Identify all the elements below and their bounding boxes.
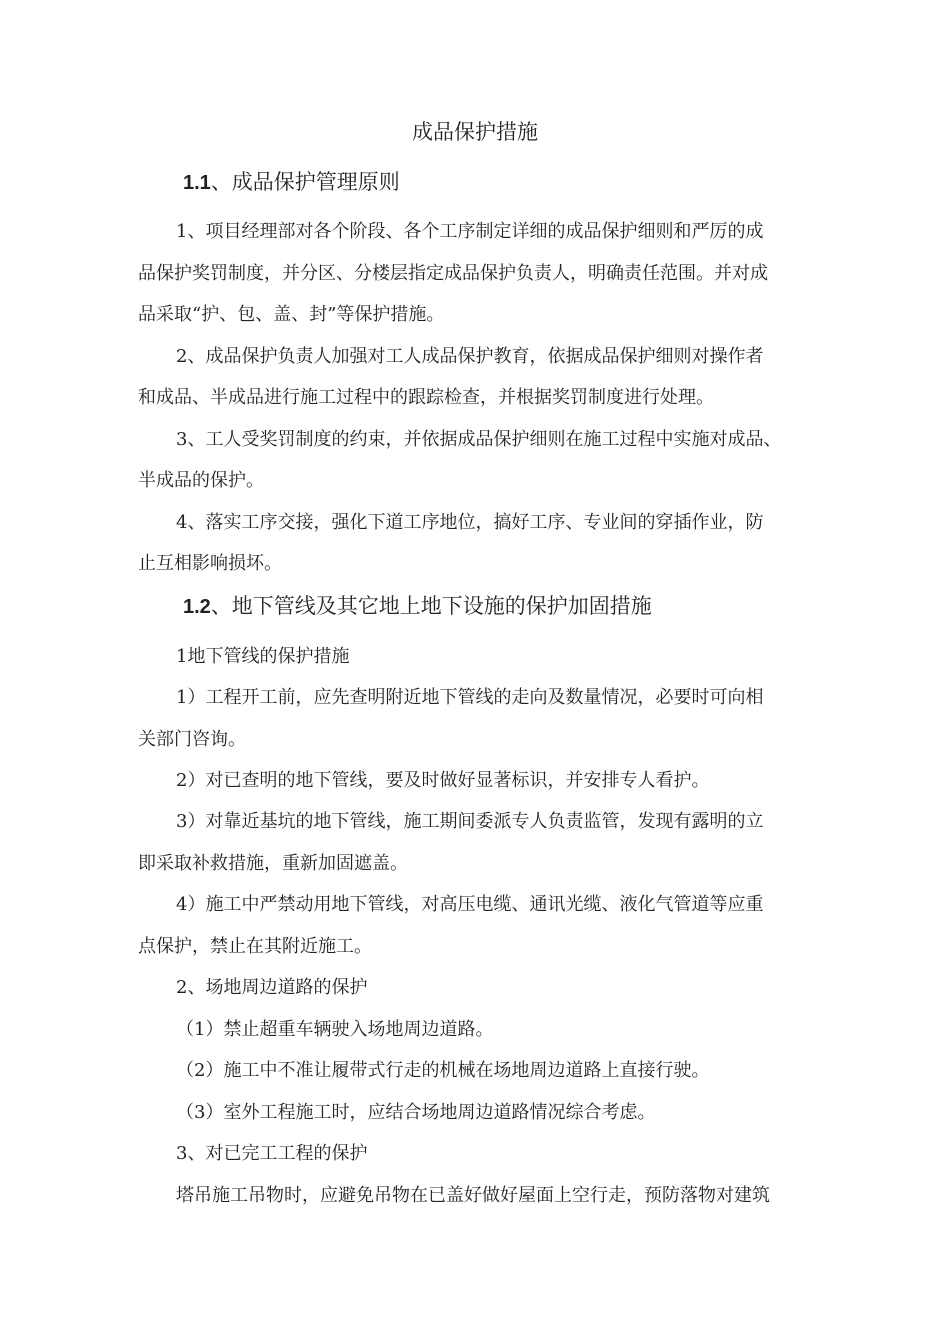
paragraph-line: 即采取补救措施，重新加固遮盖。 [138, 853, 408, 874]
section-number: 1.1 [183, 172, 211, 194]
section-number: 1.2 [183, 596, 211, 618]
section-heading-text: 、地下管线及其它地上地下设施的保护加固措施 [210, 594, 652, 618]
paragraph-line: 关部门咨询。 [138, 729, 246, 750]
paragraph-line: （1）禁止超重车辆驶入场地周边道路。 [176, 1019, 494, 1040]
paragraph-line: （3）室外工程施工时，应结合场地周边道路情况综合考虑。 [176, 1102, 656, 1123]
paragraph-line: 3）对靠近基坑的地下管线，施工期间委派专人负责监管，发现有露明的立 [176, 811, 764, 832]
paragraph-line: 半成品的保护。 [138, 470, 264, 491]
document-title: 成品保护措施 [412, 120, 538, 144]
section-heading-1-1 [183, 167, 400, 198]
paragraph-line: 1地下管线的保护措施 [176, 646, 350, 667]
paragraph-line: 3、工人受奖罚制度的约束，并依据成品保护细则在施工过程中实施对成品、 [176, 429, 782, 450]
section-heading-1-2 [183, 591, 652, 622]
paragraph-line: 1）工程开工前，应先查明附近地下管线的走向及数量情况，必要时可向相 [176, 687, 764, 708]
paragraph-line: 品采取“护、包、盖、封”等保护措施。 [138, 304, 445, 325]
paragraph-line: 点保护，禁止在其附近施工。 [138, 936, 372, 957]
paragraph-line: 4）施工中严禁动用地下管线，对高压电缆、通讯光缆、液化气管道等应重 [176, 894, 764, 915]
paragraph-line: 2）对已查明的地下管线，要及时做好显著标识，并安排专人看护。 [176, 770, 710, 791]
paragraph-line: 品保护奖罚制度，并分区、分楼层指定成品保护负责人，明确责任范围。并对成 [138, 263, 768, 284]
section-heading-text: 、成品保护管理原则 [210, 170, 400, 194]
paragraph-line: 2、成品保护负责人加强对工人成品保护教育，依据成品保护细则对操作者 [176, 346, 764, 367]
paragraph-line: 塔吊施工吊物时，应避免吊物在已盖好做好屋面上空行走，预防落物对建筑 [176, 1185, 770, 1206]
paragraph-line: 1、项目经理部对各个阶段、各个工序制定详细的成品保护细则和严厉的成 [176, 221, 764, 242]
paragraph-line: 4、落实工序交接，强化下道工序地位，搞好工序、专业间的穿插作业，防 [176, 512, 764, 533]
paragraph-line: 和成品、半成品进行施工过程中的跟踪检查，并根据奖罚制度进行处理。 [138, 387, 714, 408]
paragraph-line: 止互相影响损坏。 [138, 553, 282, 574]
paragraph-line: （2）施工中不准让履带式行走的机械在场地周边道路上直接行驶。 [176, 1060, 710, 1081]
paragraph-line: 2、场地周边道路的保护 [176, 977, 368, 998]
paragraph-line: 3、对已完工工程的保护 [176, 1143, 368, 1164]
